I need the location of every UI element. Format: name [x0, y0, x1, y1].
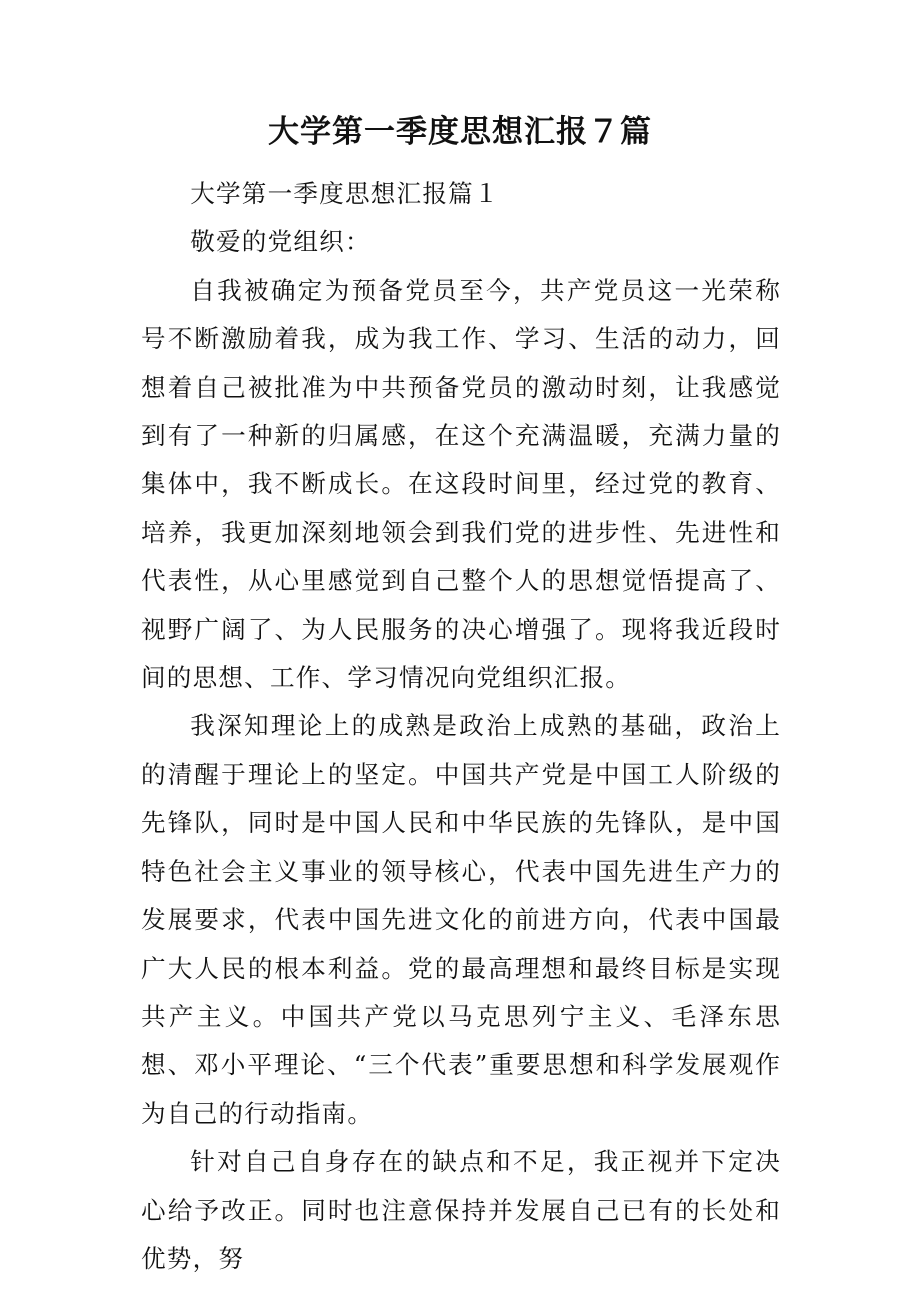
paragraph: 我深知理论上的成熟是政治上成熟的基础，政治上的清醒于理论上的坚定。中国共产党是中国工人阶级的先锋队，同时是中国人民和中华民族的先锋队，是中国特色社会主义事业的领导核心，代表中国先进生产力的发展要求，代表中国先进文化的前进方向，代表中国最广大人民的根本利益。党的最高理想和最终目标是实现共产主义。中国共产党以马克思列宁主义、毛泽东思想、邓小平理论、“三个代表”重要思想和科学发展观作为自己的行动指南。 [141, 711, 781, 1128]
document-body [141, 170, 781, 1283]
salutation: 敬爱的党组织： [190, 227, 371, 257]
section-heading: 大学第一季度思想汇报篇１ [190, 179, 500, 208]
document-title: 大学第一季度思想汇报７篇 [268, 114, 652, 150]
paragraph: 自我被确定为预备党员至今，共产党员这一光荣称号不断激励着我，成为我工作、学习、生活的动力，回想着自己被批准为中共预备党员的激动时刻，让我感觉到有了一种新的归属感，在这个充满温暖，充满力量的集体中，我不断成长。在这段时间里，经过党的教育、培养，我更加深刻地领会到我们党的进步性、先进性和代表性，从心里感觉到自己整个人的思想觉悟提高了、视野广阔了、为人民服务的决心增强了。现将我近段时间的思想、工作、学习情况向党组织汇报。 [141, 275, 781, 693]
paragraph: 针对自己自身存在的缺点和不足，我正视并下定决心给予改正。同时也注意保持并发展自己已有的长处和优势，努 [141, 1147, 781, 1273]
